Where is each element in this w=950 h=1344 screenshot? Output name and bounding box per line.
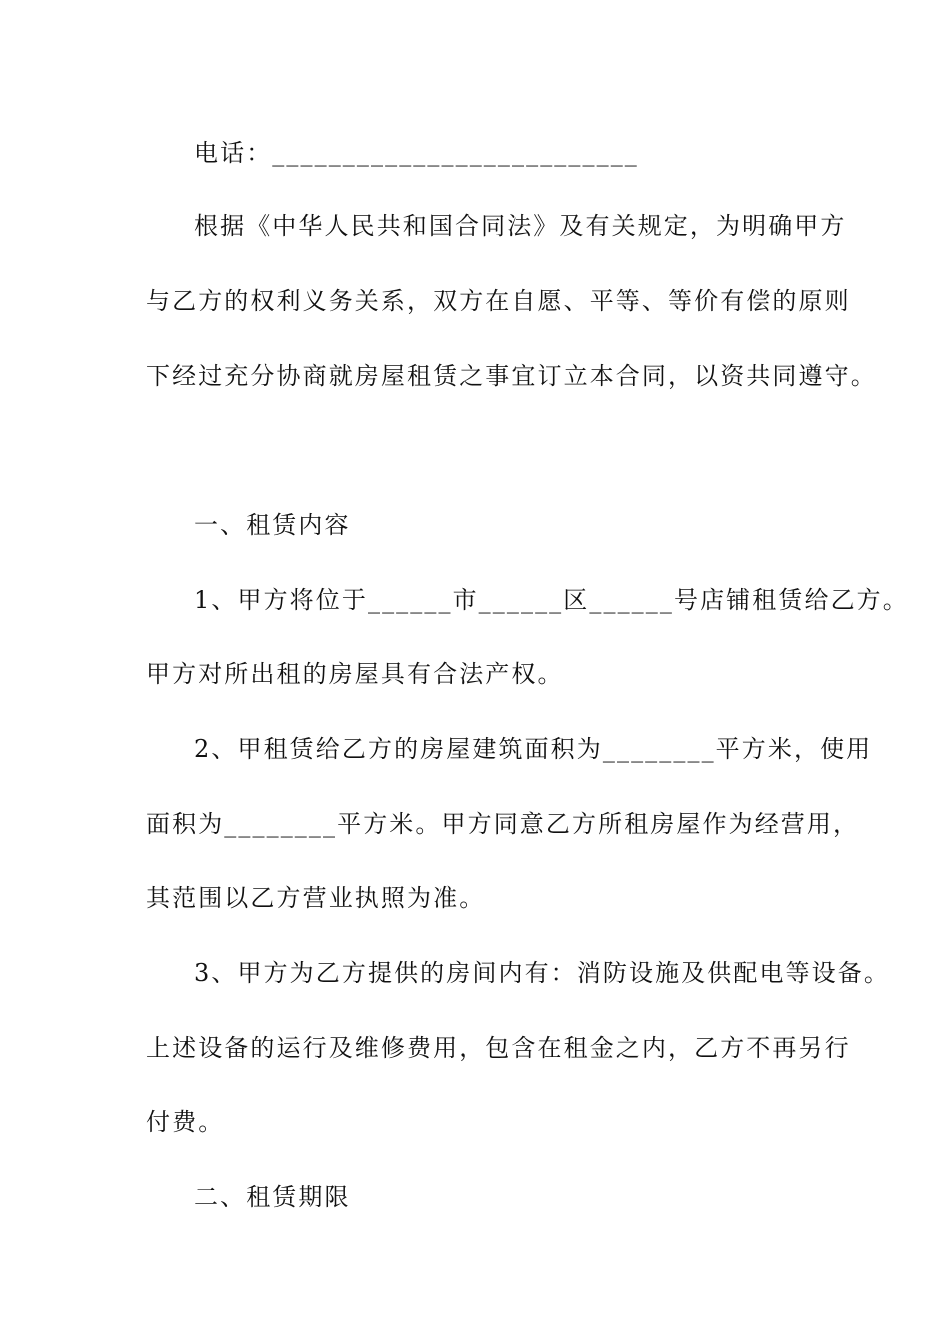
- section-1-heading: 一、租赁内容: [194, 511, 351, 539]
- section-1-item-3-line-1: 3、甲方为乙方提供的房间内有：消防设施及供配电等设备。: [194, 959, 890, 987]
- section-1-item-2-line-3: 其范围以乙方营业执照为准。: [146, 884, 486, 912]
- section-1-item-3-line-3: 付费。: [146, 1108, 225, 1136]
- section-1-item-1-line-1: 1、甲方将位于______市______区______号店铺租赁给乙方。: [194, 586, 909, 614]
- section-1-item-2-line-1: 2、甲租赁给乙方的房屋建筑面积为________平方米，使用: [194, 735, 873, 763]
- section-1-item-1-line-2: 甲方对所出租的房屋具有合法产权。: [146, 660, 564, 688]
- intro-line-2: 与乙方的权利义务关系，双方在自愿、平等、等价有偿的原则: [146, 287, 851, 315]
- section-1-item-2-line-2: 面积为________平方米。甲方同意乙方所租房屋作为经营用，: [146, 810, 860, 838]
- intro-line-1: 根据《中华人民共和国合同法》及有关规定，为明确甲方: [194, 212, 847, 240]
- section-2-heading: 二、租赁期限: [194, 1183, 351, 1211]
- intro-line-3: 下经过充分协商就房屋租赁之事宜订立本合同，以资共同遵守。: [146, 362, 877, 390]
- section-1-item-3-line-2: 上述设备的运行及维修费用，包含在租金之内，乙方不再另行: [146, 1034, 851, 1062]
- phone-line: 电话：__________________________: [194, 139, 639, 167]
